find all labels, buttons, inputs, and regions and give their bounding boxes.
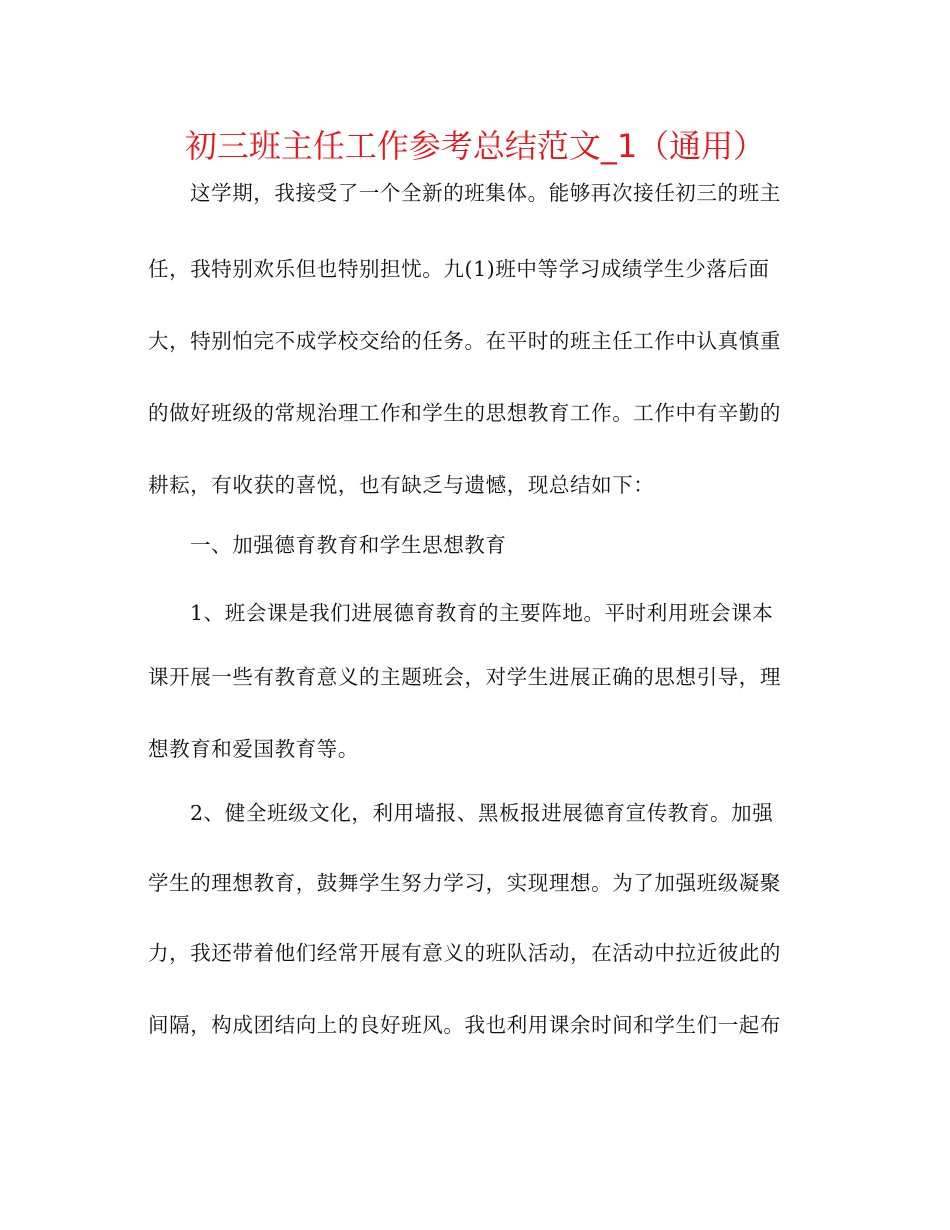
paragraph-line: 的做好班级的常规治理工作和学生的思想教育工作。工作中有辛勤的 xyxy=(148,401,781,425)
paragraph-line: 1、班会课是我们进展德育教育的主要阵地。平时利用班会课本 xyxy=(190,601,774,625)
paragraph-line: 这学期，我接受了一个全新的班集体。能够再次接任初三的班主 xyxy=(190,181,781,205)
paragraph-line: 间隔，构成团结向上的良好班风。我也利用课余时间和学生们一起布 xyxy=(148,1013,781,1037)
paragraph-line: 力，我还带着他们经常开展有意义的班队活动，在活动中拉近彼此的 xyxy=(148,941,781,965)
paragraph-line: 耕耘，有收获的喜悦，也有缺乏与遗憾，现总结如下： xyxy=(148,473,655,497)
paragraph-line: 课开展一些有教育意义的主题班会，对学生进展正确的思想引导，理 xyxy=(148,665,781,689)
paragraph-line: 大，特别怕完不成学校交给的任务。在平时的班主任工作中认真慎重 xyxy=(148,329,781,353)
section-heading: 一、加强德育教育和学生思想教育 xyxy=(190,533,507,557)
document-title: 初三班主任工作参考总结范文_1（通用） xyxy=(184,127,766,165)
paragraph-line: 2、健全班级文化，利用墙报、黑板报进展德育宣传教育。加强 xyxy=(190,801,774,825)
paragraph-line: 学生的理想教育，鼓舞学生努力学习，实现理想。为了加强班级凝聚 xyxy=(148,871,781,895)
paragraph-line: 任，我特别欢乐但也特别担忧。九(1)班中等学习成绩学生少落后面 xyxy=(148,257,770,281)
paragraph-line: 想教育和爱国教育等。 xyxy=(148,737,359,761)
